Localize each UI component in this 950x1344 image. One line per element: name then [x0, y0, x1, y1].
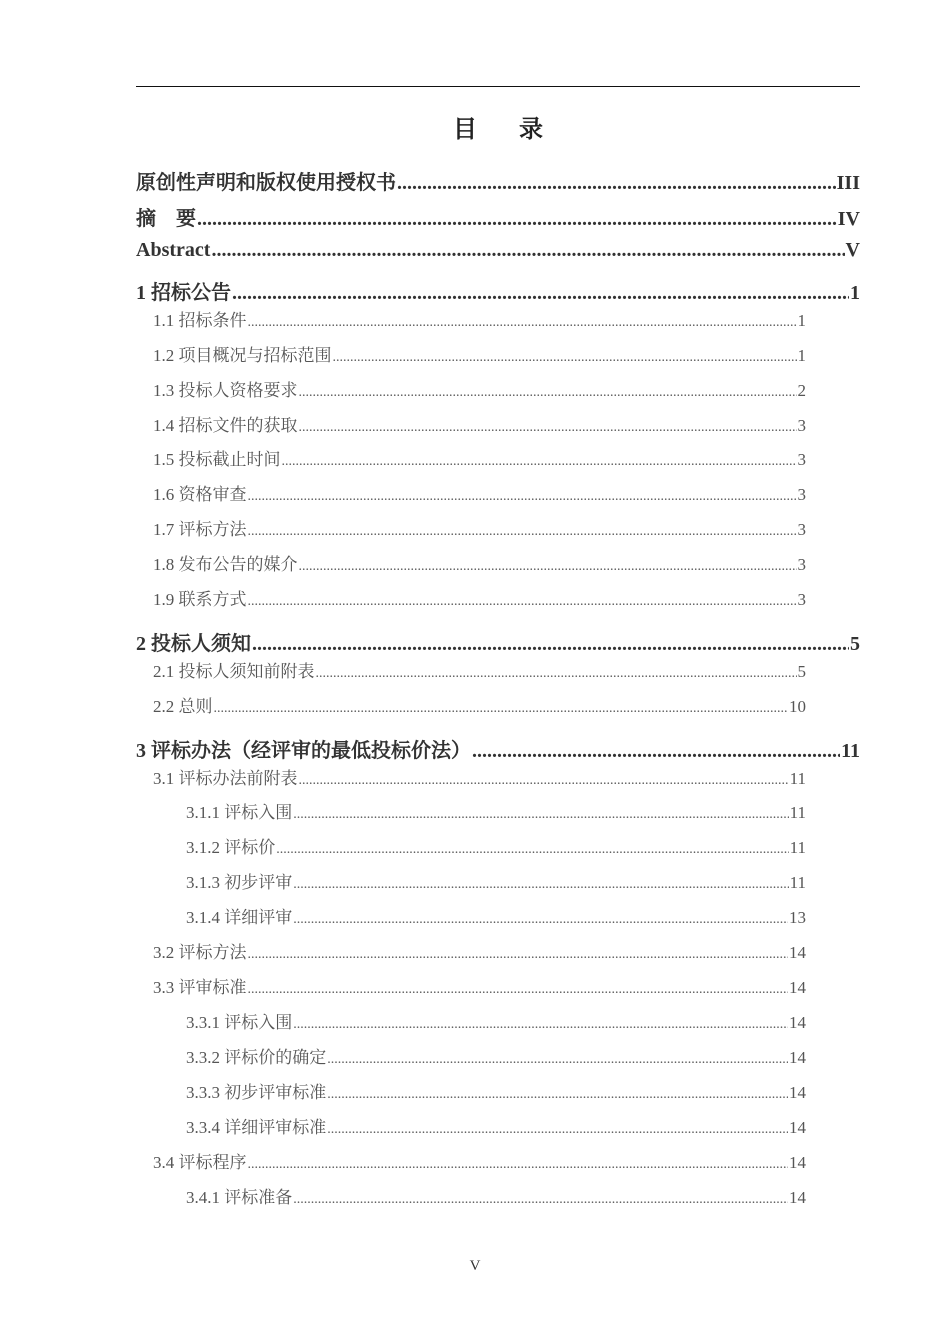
toc-entry-label: 3.1.2 评标价 — [186, 838, 276, 857]
toc-entry-page: 11 — [789, 803, 806, 822]
dot-leader — [299, 420, 797, 436]
toc-entry-page: 3 — [797, 555, 806, 574]
toc-entry[interactable] — [153, 585, 806, 610]
toc-entry-page: 14 — [789, 1188, 806, 1207]
dot-leader — [248, 1157, 789, 1173]
toc-entry-label: 1.9 联系方式 — [153, 590, 247, 609]
dot-leader — [211, 239, 844, 262]
toc-entry-label: 3.3.2 评标价的确定 — [186, 1048, 327, 1067]
toc-entry-page: 14 — [789, 1153, 806, 1172]
toc-entry-label: 3.3.4 详细评审标准 — [186, 1118, 327, 1137]
dot-leader — [248, 982, 789, 998]
page-number: V — [469, 1258, 481, 1274]
dot-leader — [299, 773, 789, 789]
toc-entry[interactable] — [186, 1183, 806, 1208]
toc-entry[interactable] — [153, 1148, 806, 1173]
toc-entry-label: 1.3 投标人资格要求 — [153, 381, 298, 400]
toc-entry-label: 1.2 项目概况与招标范围 — [153, 346, 332, 365]
toc-entry-page: 1 — [850, 282, 860, 304]
toc-entry-page: 3 — [797, 416, 806, 435]
toc-entry-page: V — [845, 239, 860, 261]
toc-entry-label: 1.1 招标条件 — [153, 311, 247, 330]
dot-leader — [293, 807, 788, 823]
toc-entry[interactable] — [153, 938, 806, 963]
toc-entry-label: 1.5 投标截止时间 — [153, 450, 281, 469]
toc-entry[interactable] — [136, 276, 860, 305]
toc-entry-label: 1 招标公告 — [136, 282, 231, 304]
toc-entry-page: 3 — [797, 485, 806, 504]
dot-leader — [248, 315, 797, 331]
toc-title: 目 录 — [453, 117, 561, 143]
toc-entry-label: 摘 要 — [136, 208, 196, 230]
toc-entry-page: 14 — [789, 943, 806, 962]
toc-entry-label: 1.7 评标方法 — [153, 520, 247, 539]
toc-entry-page: 14 — [789, 1048, 806, 1067]
toc-entry[interactable] — [153, 515, 806, 540]
dot-leader — [248, 489, 797, 505]
toc-entry-page: 1 — [797, 346, 806, 365]
dot-leader — [214, 701, 789, 717]
toc-entry-page: 11 — [789, 873, 806, 892]
toc-entry-label: 3 评标办法（经评审的最低投标价法） — [136, 740, 471, 762]
toc-entry-label: 3.1 评标办法前附表 — [153, 769, 298, 788]
toc-entry-page: 14 — [789, 1083, 806, 1102]
toc-entry-label: 2 投标人须知 — [136, 633, 251, 655]
toc-entry-label: Abstract — [136, 239, 211, 261]
toc-entry[interactable] — [136, 627, 860, 656]
dot-leader — [282, 454, 797, 470]
toc-entry-label: 1.8 发布公告的媒介 — [153, 555, 298, 574]
toc-entry[interactable] — [153, 445, 806, 470]
toc-entry-label: 3.3 评审标准 — [153, 978, 247, 997]
toc-entry[interactable] — [136, 166, 860, 195]
toc-entry-page: 5 — [850, 633, 860, 655]
toc-entry[interactable] — [153, 692, 806, 717]
toc-entry-page: 3 — [797, 450, 806, 469]
toc-entry[interactable] — [186, 903, 806, 928]
toc-entry-page: 11 — [841, 740, 860, 762]
toc-entry-page: IV — [837, 208, 860, 230]
dot-leader — [248, 947, 789, 963]
toc-entry-label: 3.2 评标方法 — [153, 943, 247, 962]
toc-entry-page: 5 — [797, 662, 806, 681]
toc-entry[interactable] — [136, 239, 860, 262]
toc-entry-page: 11 — [789, 838, 806, 857]
toc-entry[interactable] — [186, 1043, 806, 1068]
dot-leader — [397, 172, 836, 195]
toc-entry-label: 3.1.4 详细评审 — [186, 908, 293, 927]
toc-entry-label: 原创性声明和版权使用授权书 — [136, 172, 396, 194]
toc-entry[interactable] — [153, 657, 806, 682]
toc-entry-label: 3.4.1 评标准备 — [186, 1188, 293, 1207]
dot-leader — [327, 1122, 788, 1138]
dot-leader — [333, 350, 797, 366]
toc-entry-label: 3.1.3 初步评审 — [186, 873, 293, 892]
dot-leader — [293, 877, 788, 893]
toc-entry-label: 3.1.1 评标入围 — [186, 803, 293, 822]
header-rule — [136, 86, 860, 87]
dot-leader — [293, 1017, 788, 1033]
toc-entry[interactable] — [186, 833, 806, 858]
toc-entry-label: 3.3.1 评标入围 — [186, 1013, 293, 1032]
toc-entry-page: 3 — [797, 520, 806, 539]
dot-leader — [276, 842, 788, 858]
toc-entry[interactable] — [153, 764, 806, 789]
toc-entry[interactable] — [186, 1078, 806, 1103]
dot-leader — [299, 385, 797, 401]
toc-entry-label: 3.3.3 初步评审标准 — [186, 1083, 327, 1102]
dot-leader — [299, 559, 797, 575]
toc-entry[interactable] — [153, 411, 806, 436]
toc-entry-page: 10 — [789, 697, 806, 716]
toc-entry-page: 2 — [797, 381, 806, 400]
dot-leader — [327, 1052, 788, 1068]
dot-leader — [293, 912, 788, 928]
toc-entry-label: 2.1 投标人须知前附表 — [153, 662, 315, 681]
toc-entry[interactable] — [136, 202, 860, 231]
toc-entry-page: 14 — [789, 978, 806, 997]
toc-entry-label: 1.6 资格审查 — [153, 485, 247, 504]
toc-entry-page: 3 — [797, 590, 806, 609]
toc-entry[interactable] — [153, 550, 806, 575]
toc-entry[interactable] — [153, 376, 806, 401]
dot-leader — [316, 666, 797, 682]
toc-entry[interactable] — [186, 1113, 806, 1138]
toc-entry[interactable] — [153, 480, 806, 505]
dot-leader — [252, 633, 849, 656]
dot-leader — [248, 524, 797, 540]
dot-leader — [248, 594, 797, 610]
toc-entry[interactable] — [186, 798, 806, 823]
toc-entry[interactable] — [153, 341, 806, 366]
dot-leader — [293, 1192, 788, 1208]
dot-leader — [327, 1087, 788, 1103]
toc-entry-page: 14 — [789, 1118, 806, 1137]
toc-entry-page: 11 — [789, 769, 806, 788]
dot-leader — [232, 282, 849, 305]
toc-entry[interactable] — [153, 973, 806, 998]
toc-entry-page: 14 — [789, 1013, 806, 1032]
toc-entry-page: 13 — [789, 908, 806, 927]
toc-entry[interactable] — [186, 868, 806, 893]
toc-entry[interactable] — [186, 1008, 806, 1033]
toc-entry-label: 3.4 评标程序 — [153, 1153, 247, 1172]
toc-entry-label: 2.2 总则 — [153, 697, 213, 716]
dot-leader — [197, 208, 837, 231]
toc-entry-label: 1.4 招标文件的获取 — [153, 416, 298, 435]
toc-entry-page: 1 — [797, 311, 806, 330]
toc-entry[interactable] — [153, 306, 806, 331]
dot-leader — [472, 740, 840, 763]
toc-entry-page: III — [836, 172, 860, 194]
toc-entry[interactable] — [136, 734, 860, 763]
